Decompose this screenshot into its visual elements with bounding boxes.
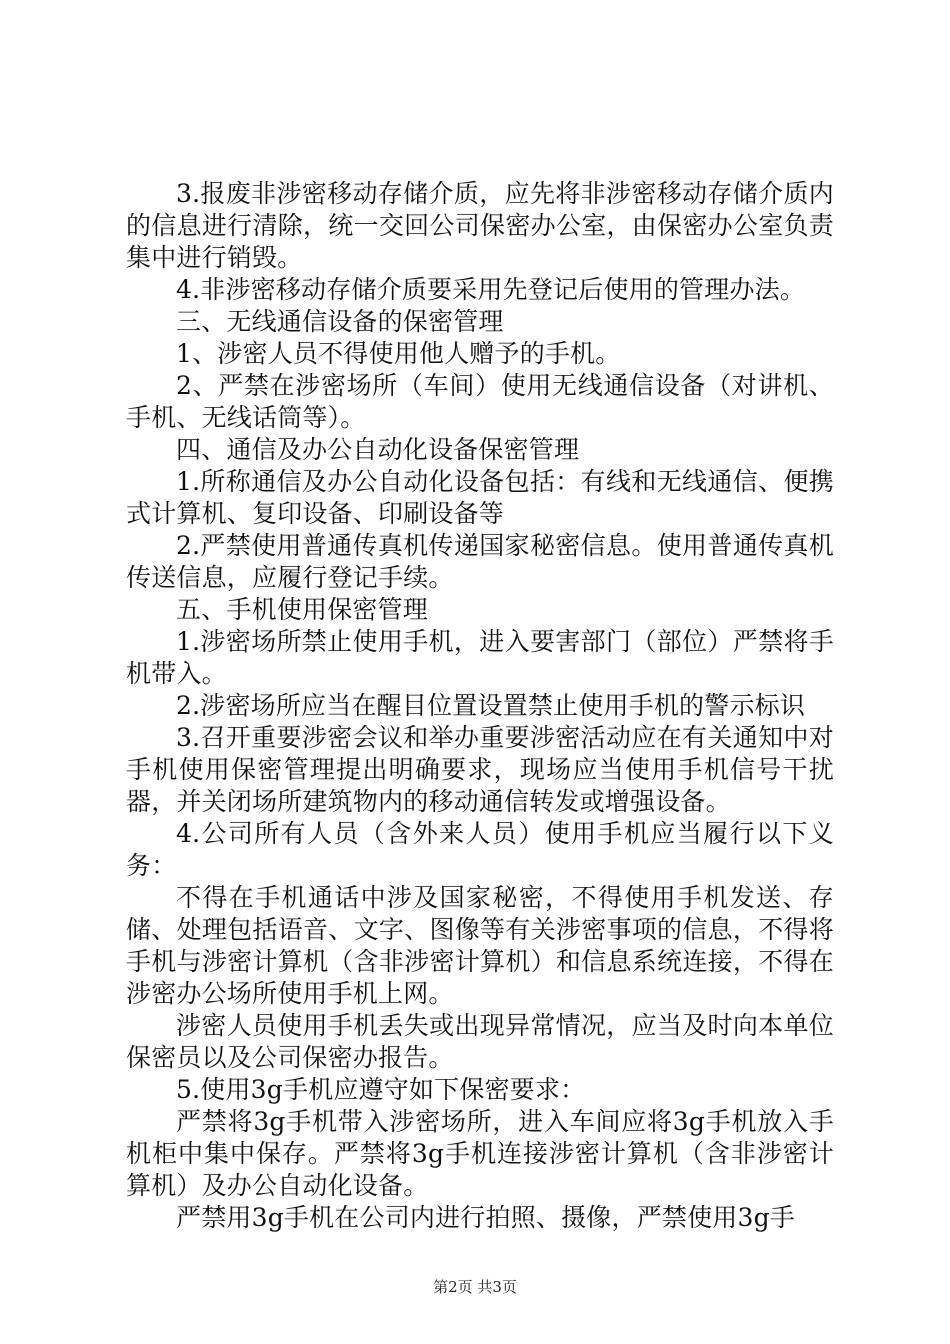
paragraph: 1.所称通信及办公自动化设备包括：有线和无线通信、便携式计算机、复印设备、印刷设备等 bbox=[126, 467, 834, 528]
paragraph: 5.使用3g手机应遵守如下保密要求： bbox=[176, 1075, 586, 1104]
paragraph: 2.严禁使用普通传真机传递国家秘密信息。使用普通传真机传送信息，应履行登记手续。 bbox=[126, 531, 834, 592]
section-heading: 四、通信及办公自动化设备保密管理 bbox=[176, 435, 580, 464]
section-heading: 五、手机使用保密管理 bbox=[176, 595, 429, 624]
paragraph: 严禁用3g手机在公司内进行拍照、摄像，严禁使用3g手 bbox=[176, 1203, 796, 1232]
paragraph: 2.涉密场所应当在醒目位置设置禁止使用手机的警示标识 bbox=[176, 691, 806, 720]
paragraph: 不得在手机通话中涉及国家秘密，不得使用手机发送、存储、处理包括语音、文字、图像等有关涉密事项的信息，不得将手机与涉密计算机（含非涉密计算机）和信息系统连接，不得在涉密办公场所使用手机上网。 bbox=[126, 883, 834, 1008]
paragraph: 严禁将3g手机带入涉密场所，进入车间应将3g手机放入手机柜中集中保存。严禁将3g手机连接涉密计算机（含非涉密计算机）及办公自动化设备。 bbox=[126, 1107, 834, 1200]
document-body bbox=[126, 178, 834, 1234]
page-footer: 第2页 共3页 bbox=[433, 1278, 517, 1296]
paragraph: 4.公司所有人员（含外来人员）使用手机应当履行以下义务： bbox=[126, 819, 834, 880]
paragraph: 涉密人员使用手机丢失或出现异常情况，应当及时向本单位保密员以及公司保密办报告。 bbox=[126, 1011, 834, 1072]
paragraph: 1.涉密场所禁止使用手机，进入要害部门（部位）严禁将手机带入。 bbox=[126, 627, 834, 688]
section-heading: 三、无线通信设备的保密管理 bbox=[176, 307, 504, 336]
paragraph: 1、涉密人员不得使用他人赠予的手机。 bbox=[176, 339, 621, 368]
paragraph: 2、严禁在涉密场所（车间）使用无线通信设备（对讲机、手机、无线话筒等）。 bbox=[126, 371, 834, 432]
paragraph: 3.报废非涉密移动存储介质，应先将非涉密移动存储介质内的信息进行清除，统一交回公司保密办公室，由保密办公室负责集中进行销毁。 bbox=[126, 179, 834, 272]
paragraph: 3.召开重要涉密会议和举办重要涉密活动应在有关通知中对手机使用保密管理提出明确要求，现场应当使用手机信号干扰器，并关闭场所建筑物内的移动通信转发或增强设备。 bbox=[126, 723, 834, 816]
paragraph: 4.非涉密移动存储介质要采用先登记后使用的管理办法。 bbox=[176, 275, 806, 304]
